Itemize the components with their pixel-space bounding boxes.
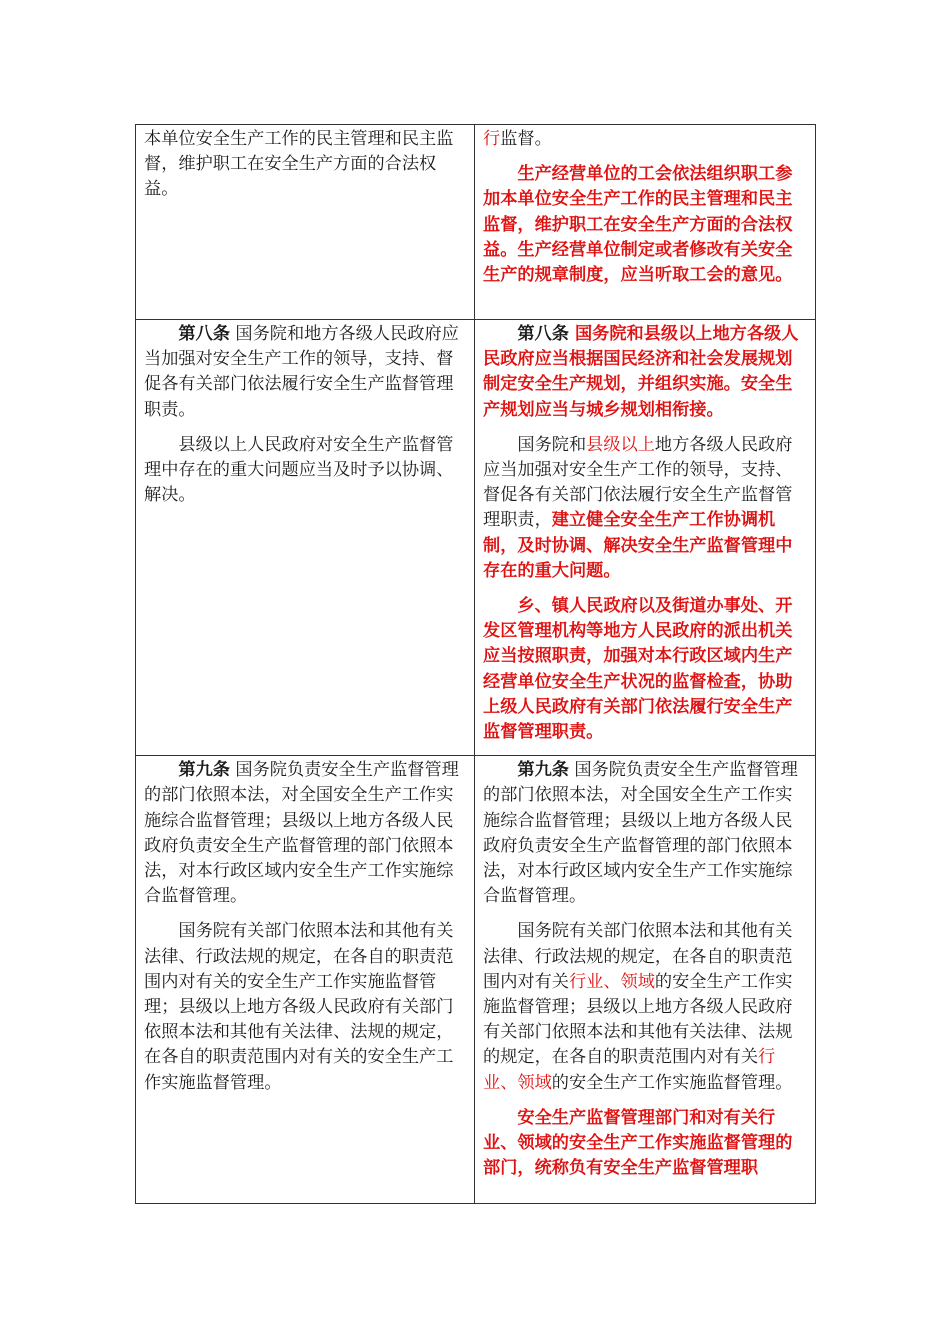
amended-text-run: 行业、领域 (483, 1047, 776, 1093)
text-run: 的安全生产工作实施监督管理；县级以上地方各级人民政府有关部门依照本法和其他有关法律、法规的规定，在各自的职责范围内对有关 (483, 971, 793, 1068)
amended-text-run: 行 (483, 129, 501, 149)
text-run: 国务院有关部门依照本法和其他有关法律、行政法规的规定，在各自的职责范围内对有关 (483, 921, 793, 992)
table-row (136, 125, 816, 320)
text-run: 的安全生产工作实施监督管理。 (551, 1072, 793, 1093)
law-paragraph (483, 433, 807, 584)
law-paragraph (483, 127, 807, 152)
law-paragraph (483, 594, 807, 745)
article-number: 第九条 (517, 760, 569, 781)
old-law-cell (136, 125, 475, 320)
amended-text-run: 安全生产监督管理部门和对有关行业、领域的安全生产工作实施监督管理的部门，统称负有安全生产监督管理职 (483, 1107, 793, 1179)
table-row (136, 320, 816, 756)
table-body (136, 125, 816, 1204)
law-paragraph (483, 758, 807, 909)
text-run: 国务院和地方各级人民政府应当加强对安全生产工作的领导，支持、督促各有关部门依法履行安全生产监督管理职责。 (144, 324, 459, 420)
text-run: 国务院负责安全生产监督管理的部门依照本法，对全国安全生产工作实施综合监督管理；县级以上地方各级人民政府负责安全生产监督管理的部门依照本法，对本行政区域内安全生产工作实施综合监督管理。 (483, 760, 798, 907)
text-run: 国务院负责安全生产监督管理的部门依照本法，对全国安全生产工作实施综合监督管理；县级以上地方各级人民政府负责安全生产监督管理的部门依照本法，对本行政区域内安全生产工作实施综合监督管理。 (144, 760, 459, 907)
amended-text-run: 乡、镇人民政府以及街道办事处、开发区管理机构等地方人民政府的派出机关应当按照职责，加强对本行政区域内生产经营单位安全生产状况的监督检查，协助上级人民政府有关部门依法履行安全生产监督管理职责。 (483, 596, 793, 743)
text-run: 本单位安全生产工作的民主管理和民主监督，维护职工在安全生产方面的合法权益。 (144, 129, 454, 200)
law-paragraph (483, 322, 807, 423)
article-number: 第八条 (178, 324, 230, 344)
law-paragraph (483, 919, 807, 1095)
article-number: 第八条 (517, 324, 569, 344)
law-paragraph (483, 162, 807, 288)
amended-text-run: 县级以上 (586, 434, 655, 455)
text-run: 监督。 (500, 129, 552, 149)
law-comparison-table (135, 124, 816, 1204)
law-paragraph (144, 919, 466, 1095)
article-number: 第九条 (178, 760, 230, 781)
text-run: 国务院有关部门依照本法和其他有关法律、行政法规的规定，在各自的职责范围内对有关的安全生产工作实施监督管理；县级以上地方各级人民政府有关部门依照本法和其他有关法律、法规的规定，在各自的职责范围内对有关的安全生产工作实施监督管理。 (144, 921, 454, 1093)
amended-text-run: 国务院和县级以上地方各级人民政府应当根据国民经济和社会发展规划制定安全生产规划，并组织实施。安全生产规划应当与城乡规划相衔接。 (483, 324, 799, 420)
amended-text-run: 生产经营单位的工会依法组织职工参加本单位安全生产工作的民主管理和民主监督，维护职工在安全生产方面的合法权益。生产经营单位制定或者修改有关安全生产的规章制度，应当听取工会的意见。 (483, 164, 793, 286)
new-law-cell (475, 756, 816, 1204)
law-paragraph (483, 1106, 807, 1182)
text-run: 县级以上人民政府对安全生产监督管理中存在的重大问题应当及时予以协调、解决。 (144, 434, 454, 506)
law-paragraph (144, 758, 466, 909)
old-law-cell (136, 756, 475, 1204)
table-row (136, 756, 816, 1204)
law-paragraph (144, 433, 466, 509)
law-paragraph (144, 322, 466, 423)
amended-text-run: 行业、领域 (568, 971, 655, 992)
text-run: 地方各级人民政府应当加强对安全生产工作的领导，支持、督促各有关部门依法履行安全生产监督管理职责， (483, 434, 793, 531)
amended-text-run: 建立健全安全生产工作协调机制，及时协调、解决安全生产监督管理中存在的重大问题。 (483, 510, 793, 581)
law-paragraph (144, 127, 466, 203)
old-law-cell (136, 320, 475, 756)
text-run: 国务院和 (517, 434, 587, 455)
new-law-cell (475, 125, 816, 320)
new-law-cell (475, 320, 816, 756)
